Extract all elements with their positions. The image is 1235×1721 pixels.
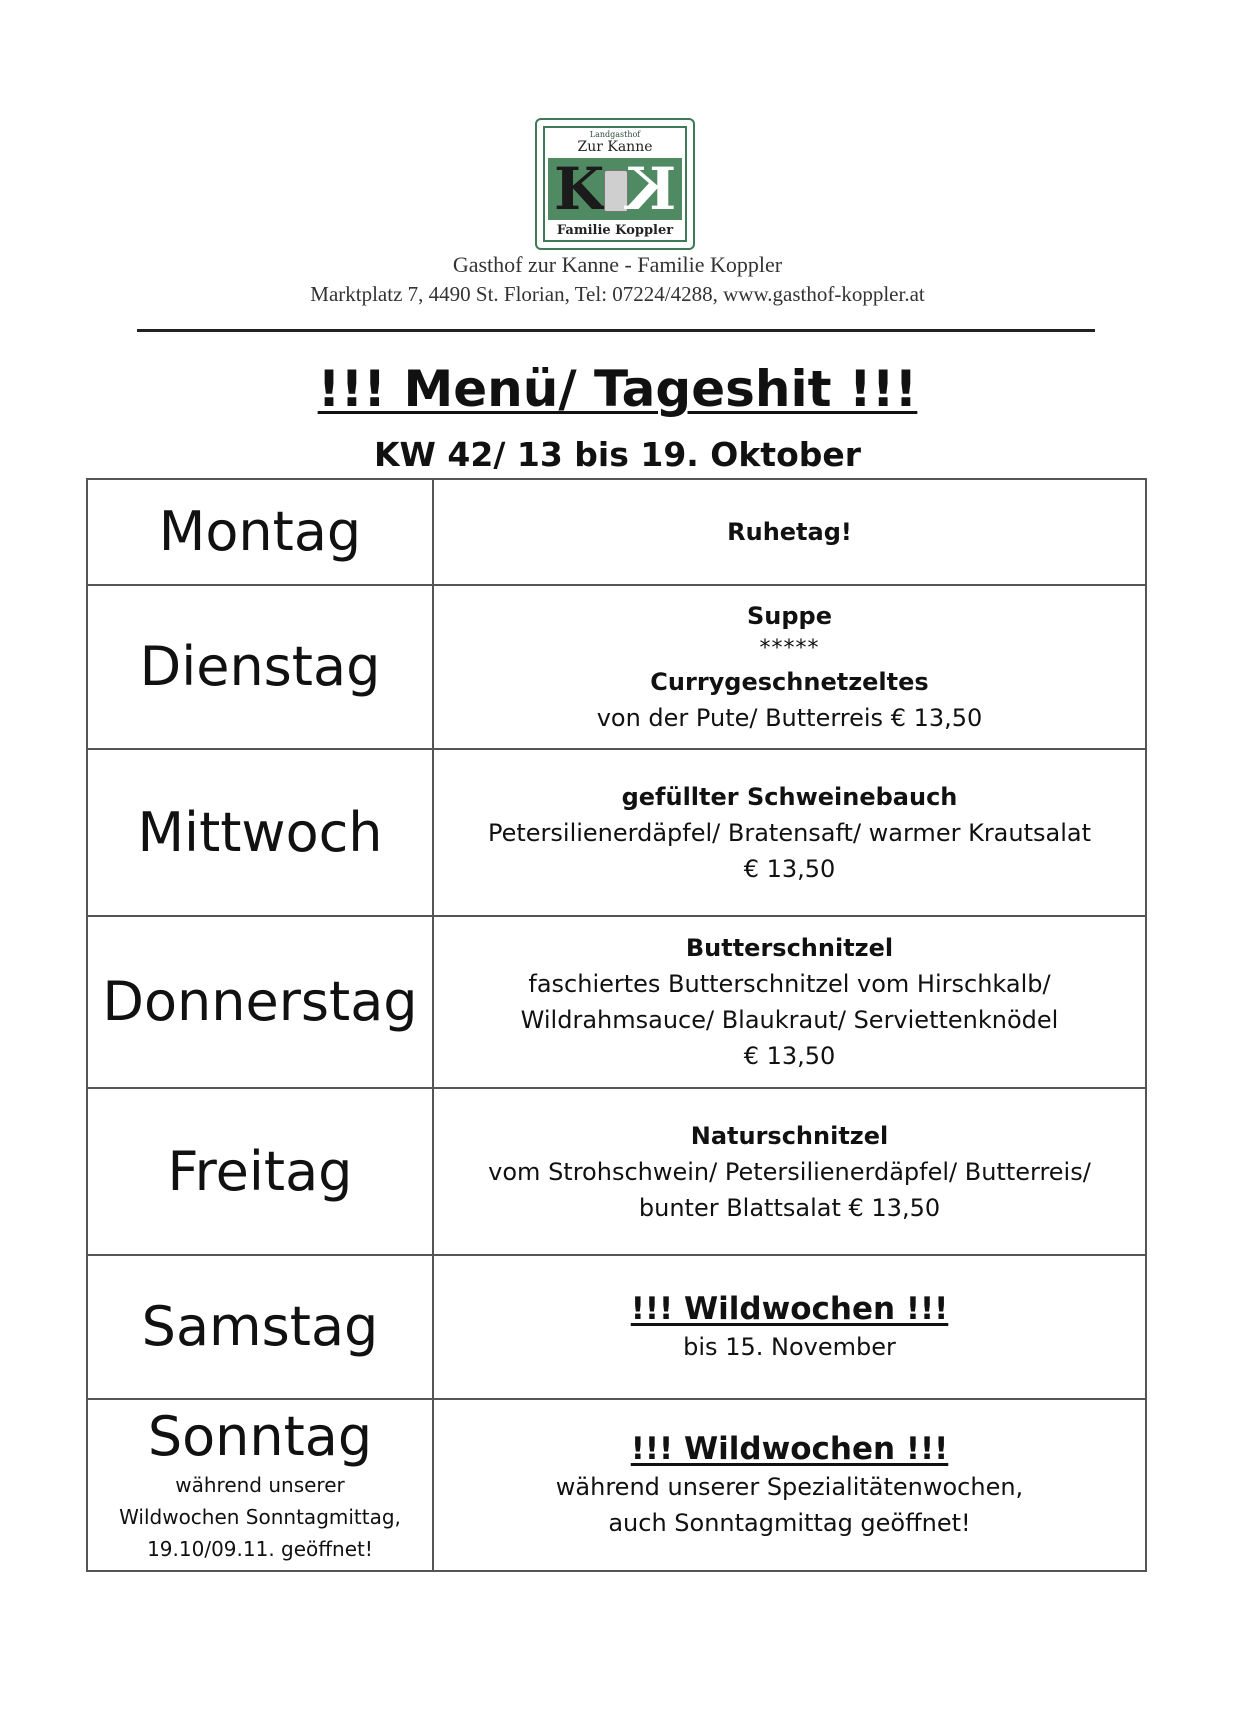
special-description: während unserer Spezialitätenwochen, [555, 1473, 1024, 1501]
separator: ***** [759, 636, 820, 661]
day-label: Dienstag [139, 635, 381, 698]
special-description: auch Sonntagmittag geöffnet! [608, 1509, 971, 1537]
dish-title: Naturschnitzel [690, 1121, 889, 1150]
special-title: !!! Wildwochen !!! [630, 1291, 949, 1327]
day-label: Montag [158, 500, 362, 563]
logo-frame [543, 126, 687, 242]
row-sonntag [87, 1399, 1146, 1571]
dish-description: Petersilienerdäpfel/ Bratensaft/ warmer Krautsalat [487, 818, 1092, 847]
day-note: 19.10/09.11. geöffnet! [147, 1537, 373, 1561]
logo-name: Zur Kanne [577, 139, 653, 155]
menu-table [86, 478, 1147, 1572]
dish-cell [433, 1399, 1146, 1571]
row-mittwoch [87, 749, 1146, 916]
restaurant-address: Marktplatz 7, 4490 St. Florian, Tel: 07224/4288, www.gasthof-koppler.at [310, 282, 925, 306]
row-dienstag [87, 585, 1146, 749]
dish-cell [433, 1255, 1146, 1399]
day-cell [87, 749, 433, 916]
day-cell [87, 585, 433, 749]
day-label: Sonntag [147, 1405, 373, 1468]
page-title: !!! Menü/ Tageshit !!! [317, 360, 918, 418]
logo-emblem [548, 155, 682, 223]
row-samstag [87, 1255, 1146, 1399]
dish-cell [433, 585, 1146, 749]
dish-title: gefüllter Schweinebauch [621, 782, 958, 811]
dish-cell [433, 1088, 1146, 1255]
day-cell [87, 916, 433, 1088]
day-cell [87, 1255, 433, 1399]
header-divider [137, 329, 1095, 332]
dish-price: € 13,50 [743, 854, 836, 883]
dish-cell [433, 916, 1146, 1088]
day-label: Samstag [141, 1295, 379, 1358]
dish-title: Butterschnitzel [685, 934, 894, 962]
dish-title: Ruhetag! [727, 518, 852, 546]
logo-subtitle: Landgasthof [589, 130, 641, 139]
soup-title: Suppe [746, 602, 832, 630]
special-title: !!! Wildwochen !!! [630, 1431, 949, 1467]
day-note: Wildwochen Sonntagmittag, [119, 1505, 401, 1529]
dish-description: bunter Blattsalat € 13,50 [638, 1193, 941, 1222]
dish-cell [433, 749, 1146, 916]
day-cell [87, 1399, 433, 1571]
dish-description: vom Strohschwein/ Petersilienerdäpfel/ Butterreis/ [488, 1157, 1091, 1186]
day-note: während unserer [175, 1473, 345, 1497]
logo-family: Familie Koppler [556, 223, 674, 238]
row-montag [87, 479, 1146, 585]
week-subtitle: KW 42/ 13 bis 19. Oktober [373, 435, 862, 474]
logo-letter-right: K [625, 155, 676, 223]
dish-description: von der Pute/ Butterreis € 13,50 [596, 704, 983, 732]
jug-icon [604, 170, 628, 212]
dish-description: Wildrahmsauce/ Blaukraut/ Serviettenknödel [520, 1006, 1059, 1034]
dish-title: Currygeschnetzeltes [650, 668, 929, 696]
dish-description: faschiertes Butterschnitzel vom Hirschkalb/ [528, 970, 1051, 998]
day-label: Freitag [167, 1139, 353, 1203]
day-label: Mittwoch [137, 800, 383, 864]
row-freitag [87, 1088, 1146, 1255]
day-cell [87, 1088, 433, 1255]
day-cell [87, 479, 433, 585]
day-label: Donnerstag [102, 970, 418, 1033]
dish-cell [433, 479, 1146, 585]
logo-letter-left: K [554, 155, 605, 223]
logo [535, 118, 695, 250]
special-description: bis 15. November [683, 1333, 896, 1361]
row-donnerstag [87, 916, 1146, 1088]
dish-price: € 13,50 [743, 1042, 836, 1070]
restaurant-name: Gasthof zur Kanne - Familie Koppler [452, 252, 783, 277]
